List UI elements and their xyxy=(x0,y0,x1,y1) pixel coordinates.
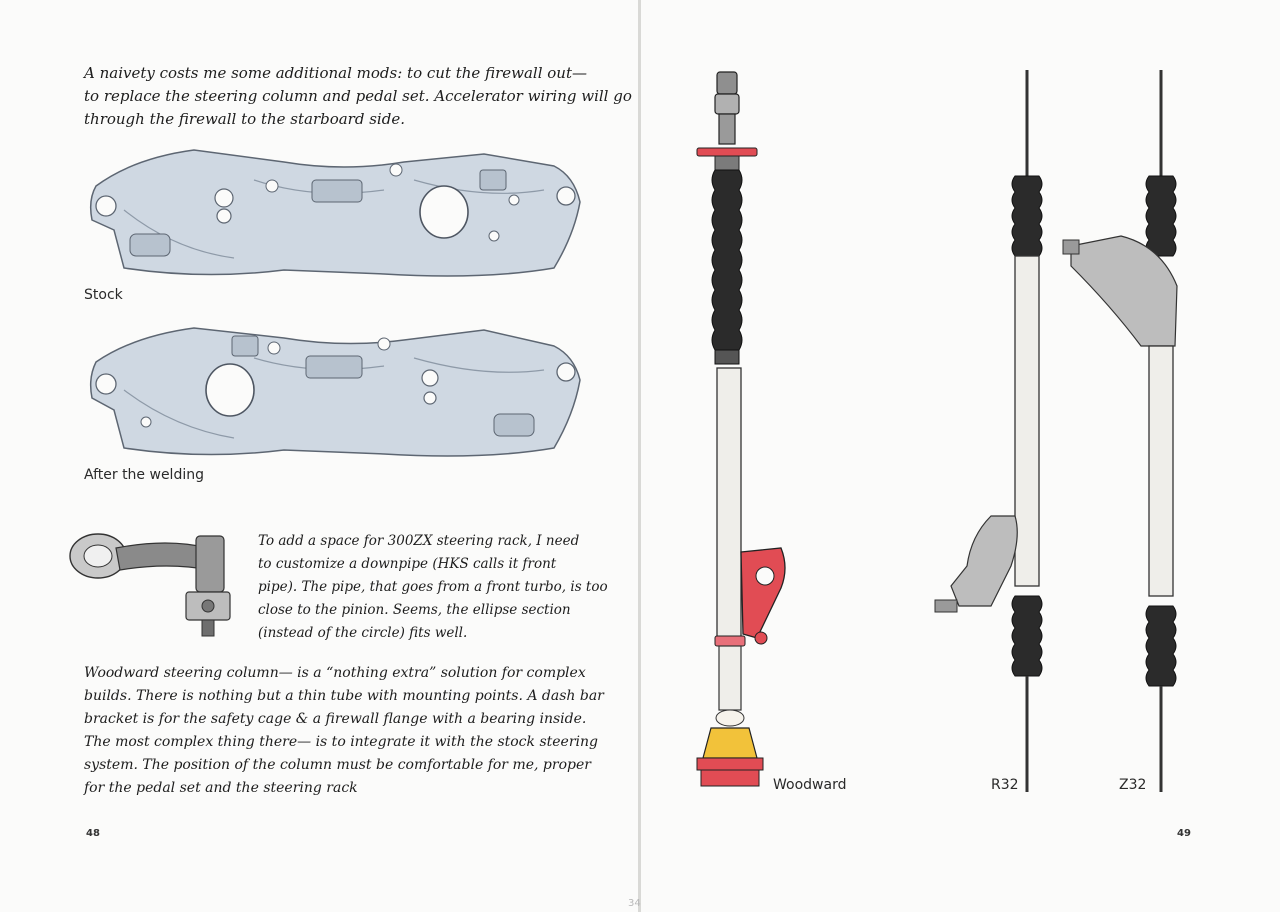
z32-rack-illustration xyxy=(1061,66,1201,796)
page-number-right: 49 xyxy=(1177,828,1191,839)
woodward-label: Woodward xyxy=(773,777,847,793)
woodward-line: builds. There is nothing but a thin tube with mounting points. A dash bar xyxy=(84,688,604,704)
woodward-paragraph xyxy=(84,662,604,800)
stock-firewall-illustration xyxy=(84,140,584,290)
intro-line: to replace the steering column and pedal set. Accelerator wiring will go xyxy=(84,87,632,105)
gutter-pencil-mark: 34 xyxy=(628,898,641,909)
downpipe-line: (instead of the circle) fits well. xyxy=(258,625,468,641)
intro-line: through the firewall to the starboard side. xyxy=(84,110,405,128)
woodward-line: The most complex thing there— is to integrate it with the stock steering xyxy=(84,734,598,750)
stock-caption: Stock xyxy=(84,287,123,303)
woodward-line: Woodward steering column— is a “nothing extra” solution for complex xyxy=(84,665,586,681)
woodward-line: bracket is for the safety cage & a firewall flange with a bearing inside. xyxy=(84,711,587,727)
downpipe-line: to customize a downpipe (HKS calls it front xyxy=(258,556,557,572)
right-page xyxy=(641,0,1280,912)
r32-label: R32 xyxy=(991,777,1019,793)
woodward-line: for the pedal set and the steering rack xyxy=(84,780,358,796)
z32-label: Z32 xyxy=(1119,777,1147,793)
page-number-left: 48 xyxy=(86,828,100,839)
intro-line: A naivety costs me some additional mods: to cut the firewall out— xyxy=(84,64,587,82)
r32-rack-illustration xyxy=(931,66,1051,796)
woodward-line: system. The position of the column must be comfortable for me, proper xyxy=(84,757,591,773)
downpipe-line: pipe). The pipe, that goes from a front turbo, is too xyxy=(258,579,608,595)
left-page xyxy=(0,0,638,912)
welded-caption: After the welding xyxy=(84,467,204,483)
downpipe-illustration xyxy=(68,526,248,638)
downpipe-line: close to the pinion. Seems, the ellipse section xyxy=(258,602,571,618)
welded-firewall-illustration xyxy=(84,318,584,468)
downpipe-line: To add a space for 300ZX steering rack, I need xyxy=(258,533,580,549)
woodward-column-illustration xyxy=(691,68,811,794)
downpipe-paragraph xyxy=(258,530,608,645)
intro-paragraph xyxy=(84,62,632,131)
